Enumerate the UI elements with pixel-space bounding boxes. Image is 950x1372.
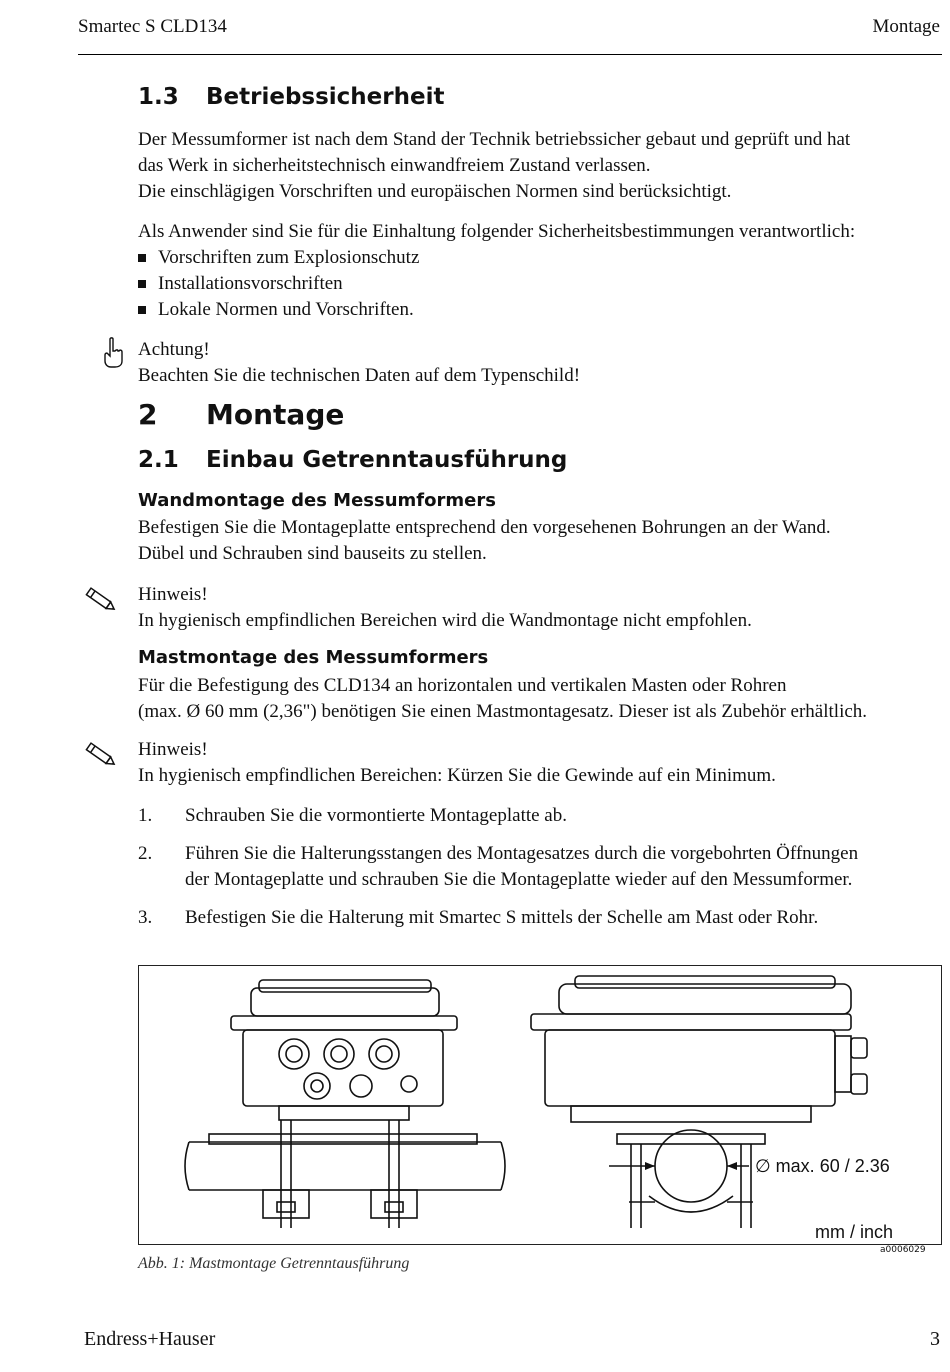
note-title: Hinweis! xyxy=(138,584,208,605)
text-line: (max. Ø 60 mm (2,36") benötigen Sie einen Mastmontagesatz. Dieser ist als Zubehör erhältlich. xyxy=(138,701,868,722)
dimension-label: ∅ max. 60 / 2.36 xyxy=(755,1156,890,1176)
pointing-hand-icon xyxy=(102,337,124,374)
warning-title: Achtung! xyxy=(138,339,210,360)
header-rule xyxy=(78,54,942,55)
units-label: mm / inch xyxy=(815,1222,894,1242)
mast-heading: Mastmontage des Messumformers xyxy=(138,647,489,668)
text-line: Befestigen Sie die Montageplatte entsprechend den vorgesehenen Bohrungen an der Wand. xyxy=(138,517,831,538)
section-2-title: Montage xyxy=(206,398,345,431)
header-right: Montage xyxy=(872,16,940,37)
list-item: Vorschriften zum Explosionschutz xyxy=(138,245,948,271)
bullet-icon xyxy=(138,280,146,288)
wall-note xyxy=(138,582,948,634)
list-item: Installationsvorschriften xyxy=(138,271,948,297)
text-line: Für die Befestigung des CLD134 an horizontalen und vertikalen Masten oder Rohren xyxy=(138,675,787,696)
warning-text: Beachten Sie die technischen Daten auf dem Typenschild! xyxy=(138,365,581,386)
header-left: Smartec S CLD134 xyxy=(78,16,227,37)
warning-block xyxy=(138,337,948,389)
pencil-icon xyxy=(84,585,118,620)
text-line: das Werk in sicherheitstechnisch einwandfreiem Zustand verlassen. xyxy=(138,155,651,176)
note-text: In hygienisch empfindlichen Bereichen: Kürzen Sie die Gewinde auf ein Minimum. xyxy=(138,765,776,786)
text-line: Die einschlägigen Vorschriften und europäischen Normen sind berücksichtigt. xyxy=(138,181,732,202)
section-2-1-title: Einbau Getrenntausführung xyxy=(206,447,568,473)
bullet-list xyxy=(138,245,948,323)
section-1-3-number: 1.3 xyxy=(138,84,179,110)
step-item: 1. Schrauben Sie die vormontierte Montageplatte ab. xyxy=(138,805,567,826)
mast-mount-drawing xyxy=(139,966,941,1244)
section-2-1-number: 2.1 xyxy=(138,447,179,473)
wall-text xyxy=(138,515,948,567)
step-item: 2. Führen Sie die Halterungsstangen des Montagesatzes durch die vorgebohrten Öffnungen der Montageplatte und schrauben Sie die Montageplatte wieder auf den Messumformer. xyxy=(138,843,859,890)
step-item: 3. Befestigen Sie die Halterung mit Smartec S mittels der Schelle am Mast oder Rohr. xyxy=(138,907,819,928)
bullet-icon xyxy=(138,306,146,314)
figure-caption: Abb. 1: Mastmontage Getrenntausführung xyxy=(138,1255,410,1272)
section-2-number: 2 xyxy=(138,398,158,431)
section-1-3-title: Betriebssicherheit xyxy=(206,84,445,110)
text-line: Der Messumformer ist nach dem Stand der Technik betriebssicher gebaut und geprüft und hat xyxy=(138,129,851,150)
page-number: 3 xyxy=(930,1328,940,1350)
figure-id: a0006029 xyxy=(880,1245,926,1255)
bullet-icon xyxy=(138,254,146,262)
footer-brand: Endress+Hauser xyxy=(84,1328,216,1350)
note-text: In hygienisch empfindlichen Bereichen wird die Wandmontage nicht empfohlen. xyxy=(138,610,752,631)
mast-text xyxy=(138,673,948,725)
list-item: Lokale Normen und Vorschriften. xyxy=(138,297,948,323)
note-title: Hinweis! xyxy=(138,739,208,760)
mast-note xyxy=(138,737,948,789)
pencil-icon xyxy=(84,740,118,775)
mounting-figure xyxy=(138,965,942,1245)
wall-heading: Wandmontage des Messumformers xyxy=(138,490,496,511)
section-1-3-para2: Als Anwender sind Sie für die Einhaltung folgender Sicherheitsbestimmungen verantwortlich: xyxy=(138,221,856,242)
section-1-3-para1 xyxy=(138,127,948,205)
text-line: Dübel und Schrauben sind bauseits zu stellen. xyxy=(138,543,487,564)
